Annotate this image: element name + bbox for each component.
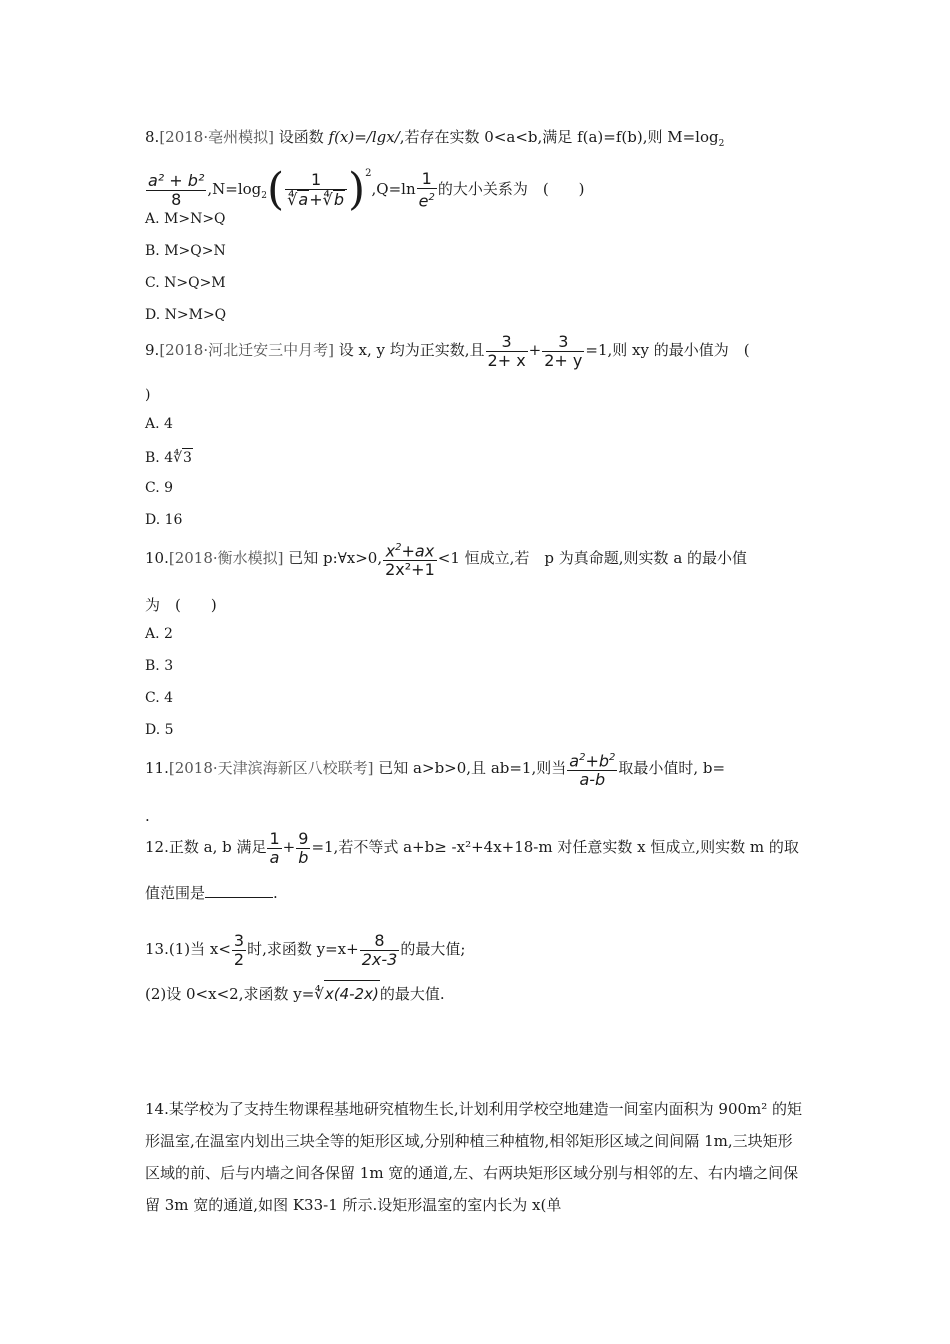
fraction-denominator: 2x-3 — [361, 949, 398, 969]
fraction-denominator: 8 — [171, 189, 182, 209]
option-b: B. 4∜3 — [145, 450, 192, 466]
question-source: [2018·衡水模拟] — [168, 549, 284, 567]
q-label: ,Q=ln — [371, 180, 416, 198]
question-source: [2018·天津滨海新区八校联考] — [168, 759, 374, 777]
option-c: C. 9 — [145, 480, 174, 496]
question-text: 时,求函数 y=x+ — [247, 940, 359, 958]
question-text: 正数 a, b 满足 — [168, 838, 267, 856]
fraction-numerator: 3 — [486, 333, 528, 352]
fraction-numerator: 9 — [298, 828, 309, 848]
question-8-line-2: $\frac{\text{a² + b²}}{8}$ $,N=\log_2$( $\frac{1}{∜a+∜b}$ )$^2$,Q=ln $\frac{1}{e^2}$ 的大小关系为 ( ) — [148, 164, 585, 215]
question-14 — [145, 1093, 805, 1221]
fraction-numerator: 1 — [269, 828, 280, 848]
option-d: D. 16 — [145, 512, 183, 528]
question-11-line-2: . — [145, 807, 150, 825]
question-text: 的最大值; — [400, 940, 466, 958]
question-text: ,若存在实数 0<a<b,满足 f(a)=f(b),则 M=log — [399, 128, 719, 146]
question-10-line-2: 为 ( ) — [145, 596, 217, 614]
option-c: C. N>Q>M — [145, 275, 226, 291]
fraction-denominator: 2+ x — [487, 350, 526, 370]
question-13-part-1 — [145, 927, 465, 971]
question-number: 8. — [145, 128, 160, 146]
question-text: . — [273, 884, 278, 902]
fraction-1 — [232, 932, 246, 969]
fraction — [383, 539, 437, 579]
question-text: 的最大值. — [379, 985, 445, 1003]
option-c: C. 4 — [145, 690, 174, 706]
fraction-numerator: $x^2+ax$ — [383, 539, 437, 561]
question-text: 取最小值时, b= — [618, 759, 726, 777]
question-text: (2)设 0<x<2,求函数 y= — [145, 985, 315, 1003]
question-number: 10. — [145, 549, 169, 567]
question-text: =1,若不等式 a+b≥ -x²+4x+18-m 对任意实数 x 恒成立,则实数 m 的取 — [311, 838, 799, 856]
option-a: A. M>N>Q — [145, 211, 226, 227]
fraction-denominator: 2+ y — [544, 350, 583, 370]
fraction-numerator: 3 — [542, 333, 584, 352]
question-number: 11. — [145, 759, 169, 777]
option-d: D. 5 — [145, 722, 174, 738]
function-expression: f(x)=/lgx/ — [328, 128, 400, 146]
question-source: [2018·河北迁安三中月考] — [159, 341, 334, 359]
right-paren: ) — [347, 164, 366, 215]
question-text: (1)当 x< — [168, 940, 231, 958]
option-b: B. M>Q>N — [145, 243, 226, 259]
answer-blank — [205, 883, 273, 898]
left-paren: ( — [267, 164, 285, 215]
fraction-1 — [267, 830, 281, 867]
fraction-2 — [360, 932, 400, 969]
question-text: 某学校为了支持生物课程基地研究植物生长,计划利用学校空地建造一间室内面积为 900m² 的矩形温室,在温室内划出三块全等的矩形区域,分别种植三种植物,相邻矩形区域之间间隔 1m,三块矩形区域的前、后与内墙之间各保留 1m 宽的通道,左、右两块矩形区域分别与相邻的左、右内墙之间保留 3m 宽的通道,如图 K33-1 所示.设矩形温室的室内长为 x(单 — [145, 1100, 803, 1214]
plus-sign: + — [282, 838, 296, 856]
question-text: 已知 a>b>0,且 ab=1,则当 — [373, 759, 567, 777]
option-a: A. 4 — [145, 416, 173, 432]
question-source: [2018·亳州模拟] — [159, 128, 274, 146]
question-text: 设函数 — [273, 128, 329, 146]
question-tail: 的大小关系为 ( ) — [437, 180, 585, 198]
question-11-line-1 — [145, 742, 725, 794]
fraction-m — [146, 172, 206, 209]
question-9-line-1 — [145, 328, 750, 372]
fraction-denominator: ∜a+∜b — [287, 190, 344, 209]
option-d: D. N>M>Q — [145, 307, 227, 323]
question-13-part-2: (2)设 0<x<2,求函数 y=∜x(4-2x)的最大值. — [145, 980, 445, 1006]
question-number: 9. — [145, 341, 160, 359]
radicand: 3 — [183, 450, 192, 466]
question-10-line-1 — [145, 532, 747, 584]
fraction-numerator: 1 — [285, 171, 347, 190]
question-9-close-paren: ) — [145, 387, 151, 403]
question-12-line-1 — [145, 825, 799, 869]
question-12-line-2 — [145, 883, 278, 903]
fraction-denominator: a — [269, 847, 280, 867]
radicand: x(4-2x) — [324, 980, 380, 1007]
fraction-numerator: 8 — [360, 932, 400, 951]
fraction-numerator: a² + b² — [148, 170, 205, 190]
fraction-numerator: $a^2+b^2$ — [567, 749, 617, 771]
fraction-numerator: 1 — [417, 170, 437, 189]
option-b: B. 3 — [145, 658, 174, 674]
log-base: 2 — [718, 139, 725, 149]
fraction-q — [417, 170, 437, 210]
n-label: ,N=log — [207, 180, 262, 198]
question-text: 设 x, y 均为正实数,且 — [333, 341, 485, 359]
fraction — [567, 749, 617, 789]
question-number: 12. — [145, 838, 169, 856]
question-text: =1,则 xy 的最小值为 ( — [585, 341, 750, 359]
fraction-denominator: 2x²+1 — [385, 560, 435, 580]
fraction-numerator: 3 — [233, 930, 245, 950]
fraction-denominator: $e^2$ — [418, 191, 435, 211]
fraction-2 — [542, 333, 584, 370]
question-text: 值范围是 — [145, 884, 206, 902]
fraction-denominator: a-b — [579, 770, 606, 790]
fraction-n — [285, 171, 347, 209]
option-a: A. 2 — [145, 626, 173, 642]
fraction-denominator: 2 — [233, 949, 245, 969]
plus-sign: + — [528, 341, 542, 359]
question-number: 13. — [145, 940, 169, 958]
question-number: 14. — [145, 1100, 169, 1118]
fraction-denominator: b — [298, 847, 309, 867]
question-text: <1 恒成立,若 p 为真命题,则实数 a 的最小值 — [437, 549, 748, 567]
question-text: 已知 p:∀x>0, — [283, 549, 383, 567]
fraction-1 — [486, 333, 528, 370]
fraction-2 — [296, 830, 310, 867]
